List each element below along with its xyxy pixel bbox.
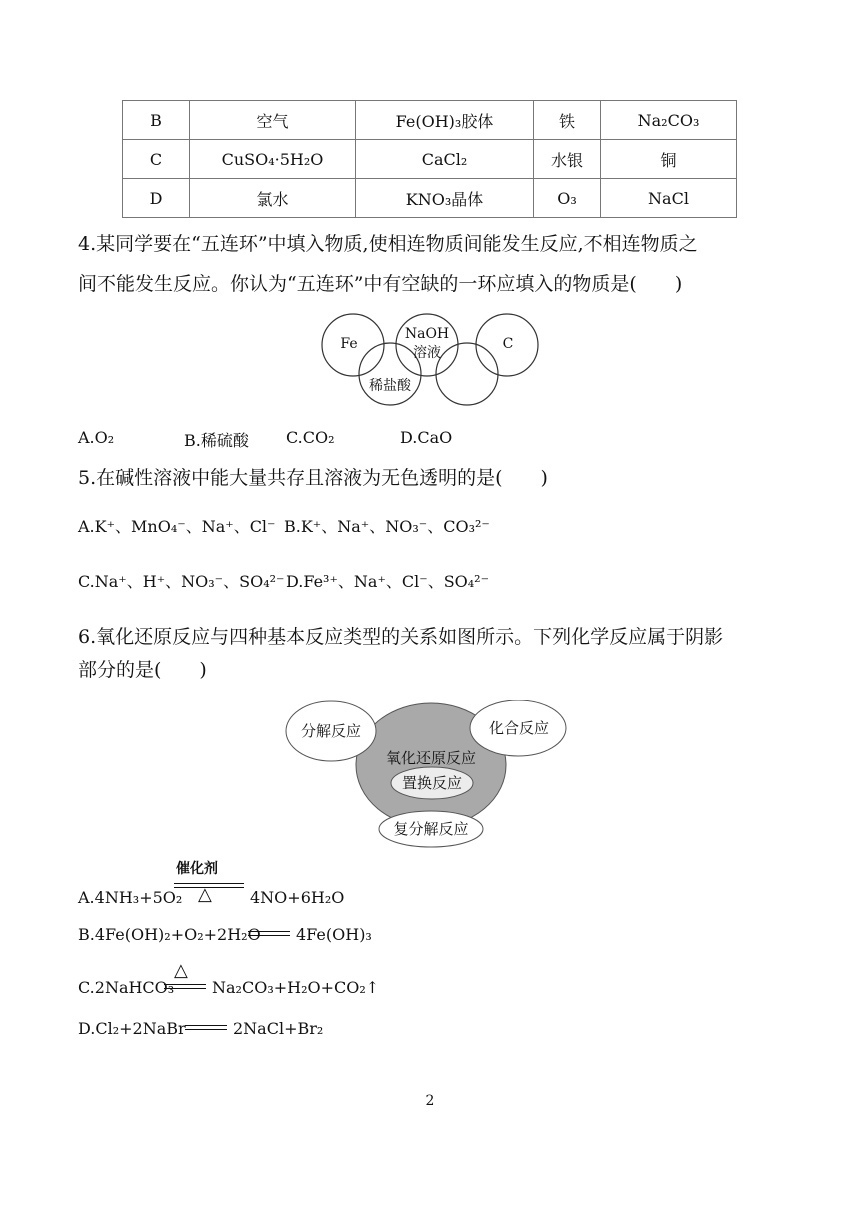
equation-b-left[interactable]: B.4Fe(OH)₂+O₂+2H₂O (78, 925, 261, 944)
ring-empty (436, 343, 498, 405)
page-number: 2 (425, 1093, 435, 1109)
equation-a-left[interactable]: A.4NH₃+5O₂ (78, 888, 183, 907)
table-cell: 铁 (534, 101, 601, 140)
table-cell: 氯水 (190, 179, 356, 218)
table-cell: Na₂CO₃ (601, 101, 737, 140)
table-cell: CaCl₂ (356, 140, 534, 179)
table-cell: KNO₃晶体 (356, 179, 534, 218)
heat-symbol-c: △ (174, 960, 188, 981)
q5-option-d[interactable]: D.Fe³⁺、Na⁺、Cl⁻、SO₄²⁻ (286, 572, 490, 591)
equation-a-right: 4NO+6H₂O (250, 888, 345, 907)
label-double-decomposition: 复分解反应 (393, 820, 469, 838)
table-cell: D (123, 179, 190, 218)
equation-d-left[interactable]: D.Cl₂+2NaBr (78, 1019, 186, 1038)
ring-label-acid: 稀盐酸 (369, 378, 411, 394)
reaction-types-venn-diagram (284, 700, 574, 850)
q4-option-a[interactable]: A.O₂ (78, 428, 115, 447)
equals-bar-d (181, 1018, 231, 1037)
catalyst-label: 催化剂 (176, 861, 218, 877)
five-rings-diagram (318, 312, 544, 412)
table-row (123, 140, 737, 179)
table-cell: 铜 (601, 140, 737, 179)
table-cell: Fe(OH)₃胶体 (356, 101, 534, 140)
label-decomposition: 分解反应 (300, 722, 362, 740)
equation-d-right: 2NaCl+Br₂ (233, 1019, 324, 1038)
q5-option-b[interactable]: B.K⁺、Na⁺、NO₃⁻、CO₃²⁻ (284, 517, 490, 536)
ring-label-fe: Fe (340, 336, 358, 352)
ring-acid (359, 343, 421, 405)
table-cell: CuSO₄·5H₂O (190, 140, 356, 179)
label-replacement: 置换反应 (401, 774, 463, 792)
q6-stem-line1: 6.氧化还原反应与四种基本反应类型的关系如图所示。下列化学反应属于阴影 (78, 626, 724, 648)
options-table (122, 100, 737, 218)
table-row (123, 179, 737, 218)
table-cell: B (123, 101, 190, 140)
equation-b-right: 4Fe(OH)₃ (296, 925, 372, 944)
equals-bar-b (244, 924, 294, 943)
ring-label-naoh2: 溶液 (413, 345, 441, 361)
table-cell: 水银 (534, 140, 601, 179)
q5-option-a[interactable]: A.K⁺、MnO₄⁻、Na⁺、Cl⁻ (78, 517, 276, 536)
q5-options-row2 (78, 569, 778, 593)
label-combination: 化合反应 (488, 719, 550, 737)
equation-c-right: Na₂CO₃+H₂O+CO₂↑ (212, 978, 380, 997)
equals-bar-c (160, 977, 210, 996)
ring-label-c: C (502, 336, 514, 352)
q4-option-d[interactable]: D.CaO (400, 428, 453, 447)
table-cell: 空气 (190, 101, 356, 140)
q5-stem: 5.在碱性溶液中能大量共存且溶液为无色透明的是( ) (78, 467, 548, 489)
q4-option-b[interactable]: B.稀硫酸 (184, 431, 249, 450)
q4-option-c[interactable]: C.CO₂ (286, 428, 335, 447)
equation-c-left[interactable]: C.2NaHCO₃ (78, 978, 175, 997)
label-redox: 氧化还原反应 (385, 749, 477, 767)
q4-stem-line2: 间不能发生反应。你认为“五连环”中有空缺的一环应填入的物质是( ) (78, 273, 683, 295)
q5-options-row1 (78, 514, 778, 538)
q4-stem-line1: 4.某同学要在“五连环”中填入物质,使相连物质间能发生反应,不相连物质之 (78, 233, 698, 255)
q5-option-c[interactable]: C.Na⁺、H⁺、NO₃⁻、SO₄²⁻ (78, 572, 285, 591)
ring-label-naoh1: NaOH (404, 326, 450, 342)
heat-symbol-a: △ (198, 884, 212, 905)
table-cell: NaCl (601, 179, 737, 218)
table-cell: C (123, 140, 190, 179)
table-cell: O₃ (534, 179, 601, 218)
table-row (123, 101, 737, 140)
q4-options (78, 428, 778, 448)
q6-stem-line2: 部分的是( ) (78, 659, 207, 681)
